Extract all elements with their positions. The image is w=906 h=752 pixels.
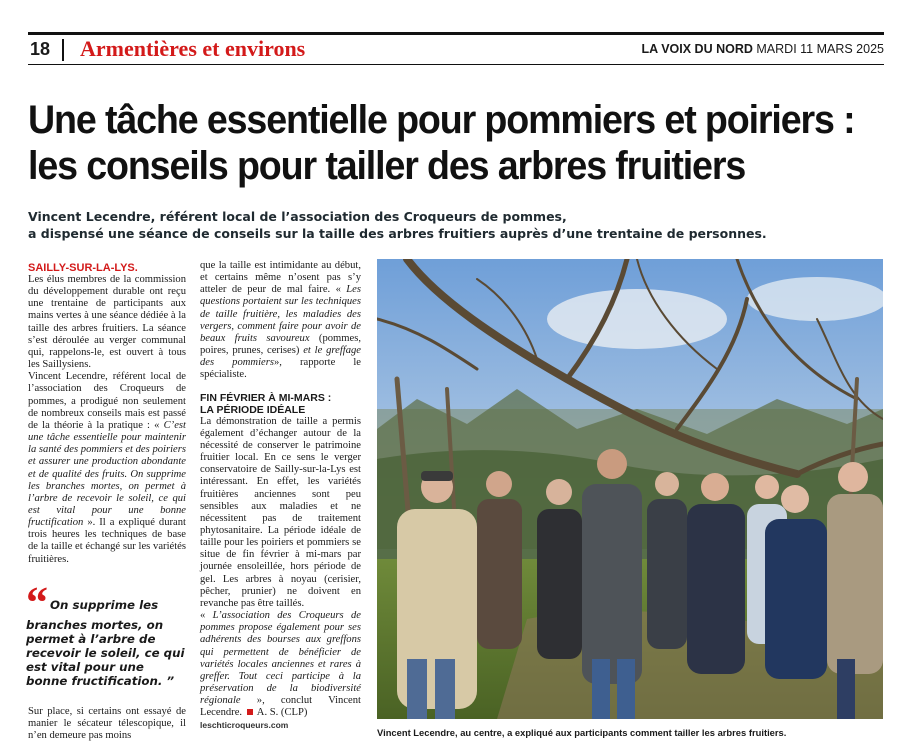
section-title: Armentières et environs [80, 36, 306, 61]
signature: A. S. (CLP) [256, 707, 308, 719]
pull-quote-text: On supprime les branches mortes, on permet à l’arbre de recevoir le soleil, ce qui est vital pour une bonne fructification. ” [26, 598, 185, 688]
paragraph: Sur place, si certains ont essayé de manier le sécateur télescopique, il n’en demeure pas moins [28, 706, 186, 742]
headline-line-1: Une tâche essentielle pour pommiers et poiriers : [28, 98, 855, 142]
photo-illustration [377, 259, 883, 719]
standfirst [28, 208, 767, 242]
quote-text: C’est une tâche essentielle pour maintenir la santé des pommiers et des poiriers et assurer une production abondante et de qualité des fruits. On supprime les branches mortes, on permet à l’arbre de recevoir le soleil, ce qui est vital pour une bonne fructification [28, 419, 186, 529]
quote-text: L’association des Croqueurs de pommes propose également pour ses adhérents des bourses aux greffons qui permettent de bénéficier de variétés locales anciennes et rares à greffer. Tout ceci participe à la préservation de la biodiversité régionale [200, 610, 361, 707]
headline-line-2: les conseils pour tailler des arbres fruitiers [28, 144, 746, 188]
quote-text: Les questions portaient sur les techniques de taille fruitière, les maladies des vergers, comment faire pour avoir de beaux fruits savoureux [200, 284, 361, 344]
quote-mark-icon: “ [26, 578, 48, 627]
end-mark-icon [247, 709, 253, 715]
header-bottom-rule [28, 64, 884, 65]
text: ». Il a expliqué durant trois heures les techniques de base de la taille et échangé sur les variétés fruitières. [28, 517, 186, 565]
masthead [642, 42, 884, 56]
text: (pommes, poires, prunes, cerises) [200, 332, 361, 357]
quote-text: et le greffage des pommiers [200, 345, 362, 369]
subheading-line-2: LA PÉRIODE IDÉALE [200, 403, 306, 416]
photo-caption: Vincent Lecendre, au centre, a expliqué aux participants comment tailler les arbres fruitiers. [377, 727, 787, 738]
article-column-2 [200, 260, 361, 732]
article-photo [377, 259, 883, 719]
paragraph: « L’association des Croqueurs de pommes propose également pour ses adhérents des bourses aux greffons qui permettent de bénéficier de variétés locales anciennes et rares à greffer. Tout ceci participe à la préservation de la biodiversité régionale », conclut Vincent Lecendre. A. S. (CLP) [200, 610, 361, 719]
text: », conclut Vincent Lecendre. [200, 695, 361, 719]
dateline: SAILLY-SUR-LA-LYS. [28, 262, 138, 274]
article-column-1-end [28, 706, 186, 742]
text: Vincent Lecendre, référent local de l’association des Croqueurs de pommes, a prodigué non seulement de nombreux conseils mais est passé de la théorie à la pratique : « [28, 371, 186, 431]
paragraph: La démonstration de taille a permis également d’échanger autour de la nécessité de conserver le patrimoine fruitier local. En ce sens le verger conservatoire de Sailly-sur-la-Lys est intéressant. En effet, les variétés fruitières anciennes sont peu sensibles aux maladies et ne nécessitent pas de traitement phytosanitaire. La période idéale de taille pour les poiriers et pommiers se situe de fin février à mi-mars par journée ensoleillée, hors période de gel. Les arbres à noyau (cerisier, pêcher, prunier) ne doivent en revanche pas être taillés. [200, 415, 361, 609]
subheading-line-1: FIN FÉVRIER À MI-MARS : [200, 391, 332, 404]
page-number: 18 [30, 39, 51, 59]
paragraph [200, 260, 361, 382]
headline [28, 97, 855, 189]
brand-name: LA VOIX DU NORD [641, 42, 753, 56]
paragraph: Les élus membres de la commission du développement durable ont reçu une trentaine de participants aux mains vertes à une séance dédiée à la taille des arbres fruitiers. La séance s’est déroulée au verger communal qui, rappelons-le, est ouvert à tous les Saillysiens. [28, 274, 186, 371]
text: que la taille est intimidante au début, et certains même n’osent pas s’y atteler de peur de mal faire. « [200, 260, 361, 296]
standfirst-line-2: a dispensé une séance de conseils sur la taille des arbres fruitiers auprès d’une trentaine de personnes. [28, 226, 767, 241]
text: », rapporte le spécialiste. [200, 357, 361, 381]
website-link[interactable]: leschticroqueurs.com [200, 720, 289, 731]
pull-quote [26, 578, 186, 688]
standfirst-line-1: Vincent Lecendre, référent local de l’association des Croqueurs de pommes, [28, 209, 567, 224]
issue-date: MARDI 11 MARS 2025 [756, 42, 884, 56]
subheading [200, 392, 361, 416]
header-top-rule [28, 32, 884, 35]
article-column-1 [28, 262, 186, 566]
paragraph [28, 371, 186, 566]
header-separator [62, 39, 64, 61]
